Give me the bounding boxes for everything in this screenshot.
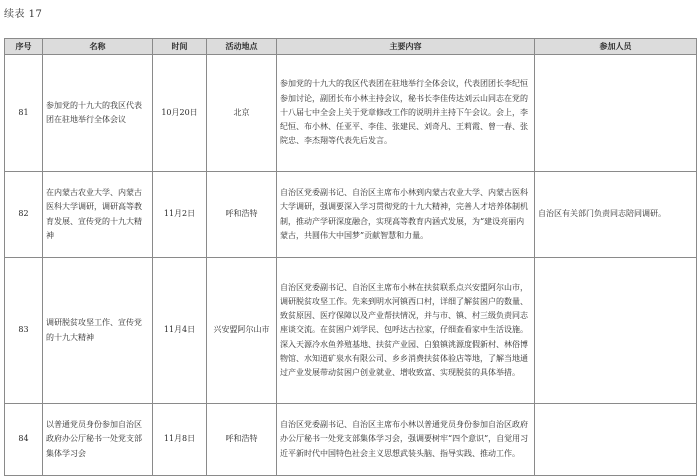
table-row xyxy=(5,404,697,476)
cell-no: 82 xyxy=(5,172,43,258)
cell-people xyxy=(535,258,697,404)
cell-name: 调研脱贫攻坚工作、宣传党的十九大精神 xyxy=(43,258,153,404)
cell-place: 呼和浩特 xyxy=(207,172,277,258)
table-row xyxy=(5,172,697,258)
cell-people: 自治区有关部门负责同志陪同调研。 xyxy=(535,172,697,258)
activity-table xyxy=(4,38,697,476)
cell-people xyxy=(535,55,697,172)
cell-time: 11月2日 xyxy=(153,172,207,258)
cell-place: 呼和浩特 xyxy=(207,404,277,476)
table-header-row xyxy=(5,39,697,55)
cell-place: 北京 xyxy=(207,55,277,172)
cell-content: 自治区党委副书记、自治区主席布小林以普通党员身份参加自治区政府办公厅秘书一处党支部集体学习会，强调要树牢“四个意识”，自觉用习近平新时代中国特色社会主义思想武装头脑、指导实践、推动工作。 xyxy=(277,404,535,476)
cell-name: 在内蒙古农业大学、内蒙古医科大学调研，调研高等教育发展、宣传党的十九大精神 xyxy=(43,172,153,258)
cell-no: 84 xyxy=(5,404,43,476)
cell-no: 81 xyxy=(5,55,43,172)
cell-name: 参加党的十九大的我区代表团在驻地举行全体会议 xyxy=(43,55,153,172)
header-place: 活动地点 xyxy=(207,39,277,55)
table-row xyxy=(5,258,697,404)
table-row xyxy=(5,55,697,172)
header-name: 名称 xyxy=(43,39,153,55)
header-no: 序号 xyxy=(5,39,43,55)
header-time: 时间 xyxy=(153,39,207,55)
cell-place: 兴安盟阿尔山市 xyxy=(207,258,277,404)
table-continuation-caption: 续表 17 xyxy=(4,9,43,20)
cell-no: 83 xyxy=(5,258,43,404)
cell-content: 自治区党委副书记、自治区主席布小林在扶贫联系点兴安盟阿尔山市，调研脱贫攻坚工作。先来到明水河镇西口村，详细了解贫困户的数量、致贫原因、医疗保障以及产业帮扶情况，并与市、镇、村三级负责同志座谈交流。在贫困户刘学民、包呼达古拉家，仔细查看家中生活设施。深入天源冷水鱼养殖基地、扶贫产业园、白狼镇洮源度假新村、林俗博物馆、水知道矿泉水有限公司、乡乡消费扶贫体验店等地，了解当地通过产业发展带动贫困户创业就业、增收致富、实现脱贫的具体举措。 xyxy=(277,258,535,404)
cell-content: 自治区党委副书记、自治区主席布小林到内蒙古农业大学、内蒙古医科大学调研，强调要深入学习贯彻党的十九大精神，完善人才培养体制机制，推动产学研深度融合，实现高等教育内涵式发展，为“建设亮丽内蒙古，共圆伟大中国梦”贡献智慧和力量。 xyxy=(277,172,535,258)
header-content: 主要内容 xyxy=(277,39,535,55)
cell-name: 以普通党员身份参加自治区政府办公厅秘书一处党支部集体学习会 xyxy=(43,404,153,476)
cell-time: 11月8日 xyxy=(153,404,207,476)
cell-people xyxy=(535,404,697,476)
header-people: 参加人员 xyxy=(535,39,697,55)
cell-content: 参加党的十九大的我区代表团在驻地举行全体会议，代表团团长李纪恒参加讨论，副团长布小林主持会议，秘书长李佳传达刘云山同志在党的十八届七中全会上关于党章修改工作的说明并主持下午会议。会上，李纪恒、布小林、任亚平、李佳、张建民、刘奇凡、王莉霞、曾一春、张院忠、李杰翔等代表先后发言。 xyxy=(277,55,535,172)
cell-time: 11月4日 xyxy=(153,258,207,404)
cell-time: 10月20日 xyxy=(153,55,207,172)
